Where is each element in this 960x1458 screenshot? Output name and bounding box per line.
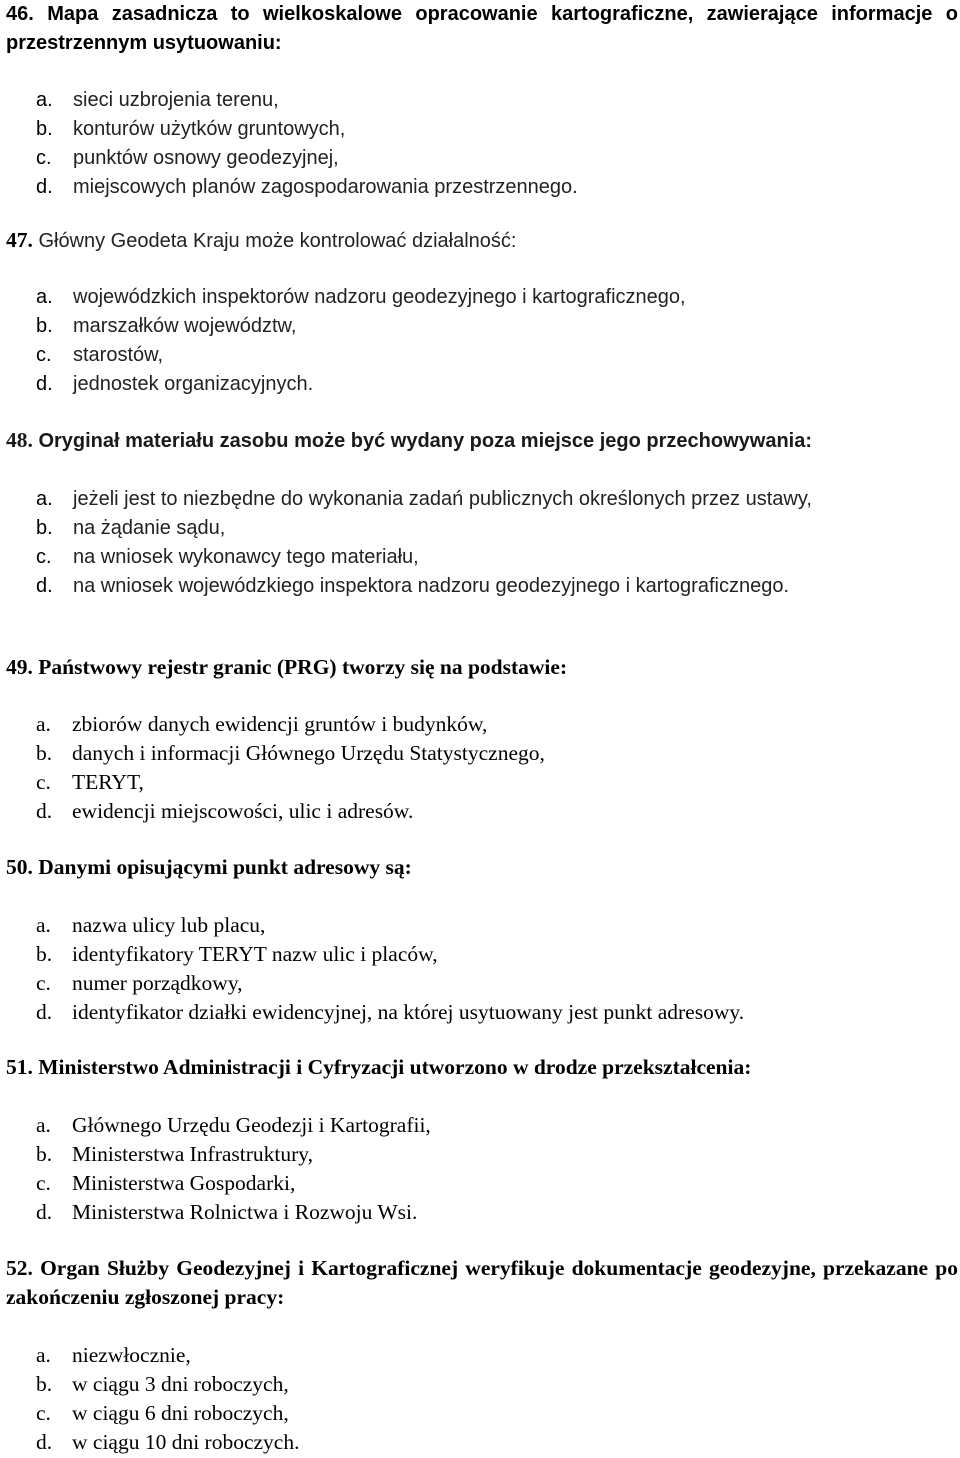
- option-d: [36, 572, 936, 601]
- option-text: marszałków województw,: [73, 315, 297, 337]
- question-51-options: [36, 1111, 936, 1227]
- question-text: Mapa zasadnicza to wielkoskalowe opracowanie kartograficzne, zawierające informacje o przestrzennym usytuowaniu:: [6, 3, 958, 54]
- option-text: na wniosek wykonawcy tego materiału,: [73, 546, 419, 568]
- option-letter: a.: [36, 488, 53, 510]
- option-text: jeżeli jest to niezbędne do wykonania zadań publicznych określonych przez ustawy,: [73, 488, 812, 510]
- option-letter: d.: [36, 799, 53, 823]
- option-b: [36, 739, 936, 768]
- option-letter: a.: [36, 1343, 51, 1367]
- option-text: zbiorów danych ewidencji gruntów i budynków,: [72, 712, 488, 736]
- option-letter: c.: [36, 971, 51, 995]
- question-number: 47.: [6, 228, 33, 252]
- question-46-options: [36, 86, 936, 202]
- option-d: [36, 797, 936, 826]
- question-47-options: [36, 283, 936, 399]
- option-b: [36, 1140, 936, 1169]
- option-text: Ministerstwa Gospodarki,: [72, 1171, 296, 1195]
- option-text: nazwa ulicy lub placu,: [72, 913, 266, 937]
- option-text: danych i informacji Głównego Urzędu Statystycznego,: [72, 741, 545, 765]
- option-text: niezwłocznie,: [72, 1343, 191, 1367]
- option-letter: b.: [36, 517, 53, 539]
- option-text: numer porządkowy,: [72, 971, 243, 995]
- question-52-options: [36, 1341, 936, 1457]
- question-number: 46.: [6, 3, 34, 25]
- option-b: [36, 1370, 936, 1399]
- question-text: Organ Służby Geodezyjnej i Kartograficznej weryfikuje dokumentacje geodezyjne, przekazane po zakończeniu zgłoszonej pracy:: [6, 1256, 958, 1309]
- option-letter: d.: [36, 1200, 53, 1224]
- question-text: Danymi opisującymi punkt adresowy są:: [38, 855, 412, 879]
- option-a: [36, 86, 936, 115]
- option-text: na wniosek wojewódzkiego inspektora nadzoru geodezyjnego i kartograficznego.: [73, 575, 789, 597]
- option-text: w ciągu 3 dni roboczych,: [72, 1372, 289, 1396]
- option-letter: b.: [36, 1372, 53, 1396]
- option-letter: c.: [36, 344, 52, 366]
- option-letter: a.: [36, 712, 51, 736]
- question-47-heading: [6, 226, 958, 256]
- question-text: Państwowy rejestr granic (PRG) tworzy się na podstawie:: [38, 655, 568, 679]
- question-text: Ministerstwo Administracji i Cyfryzacji utworzono w drodze przekształcenia:: [38, 1055, 752, 1079]
- question-48-heading: [6, 426, 958, 456]
- option-b: [36, 940, 936, 969]
- option-b: [36, 514, 936, 543]
- question-52-heading: [6, 1254, 958, 1312]
- option-letter: b.: [36, 1142, 53, 1166]
- option-a: [36, 911, 936, 940]
- option-text: w ciągu 6 dni roboczych,: [72, 1401, 289, 1425]
- question-48-options: [36, 485, 936, 601]
- option-letter: d.: [36, 176, 53, 198]
- option-c: [36, 969, 936, 998]
- option-text: na żądanie sądu,: [73, 517, 226, 539]
- option-letter: a.: [36, 89, 53, 111]
- option-letter: d.: [36, 1430, 53, 1454]
- question-number: 51.: [6, 1055, 33, 1079]
- question-number: 50.: [6, 855, 33, 879]
- option-a: [36, 283, 936, 312]
- option-c: [36, 543, 936, 572]
- option-text: identyfikator działki ewidencyjnej, na której usytuowany jest punkt adresowy.: [72, 1000, 745, 1024]
- option-letter: b.: [36, 942, 53, 966]
- option-letter: c.: [36, 147, 52, 169]
- option-letter: b.: [36, 315, 53, 337]
- option-letter: d.: [36, 1000, 53, 1024]
- option-d: [36, 1428, 936, 1457]
- option-letter: c.: [36, 1401, 51, 1425]
- option-text: punktów osnowy geodezyjnej,: [73, 147, 339, 169]
- option-c: [36, 1169, 936, 1198]
- option-text: Ministerstwa Rolnictwa i Rozwoju Wsi.: [72, 1200, 418, 1224]
- option-text: Głównego Urzędu Geodezji i Kartografii,: [72, 1113, 431, 1137]
- question-text: Główny Geodeta Kraju może kontrolować działalność:: [38, 230, 517, 252]
- option-d: [36, 370, 936, 399]
- question-50-options: [36, 911, 936, 1027]
- option-c: [36, 1399, 936, 1428]
- option-letter: d.: [36, 373, 53, 395]
- option-c: [36, 144, 936, 173]
- option-d: [36, 998, 936, 1027]
- option-text: w ciągu 10 dni roboczych.: [72, 1430, 300, 1454]
- option-a: [36, 485, 936, 514]
- option-text: starostów,: [73, 344, 164, 366]
- option-letter: b.: [36, 741, 53, 765]
- question-49-heading: [6, 653, 958, 682]
- option-letter: c.: [36, 770, 51, 794]
- option-text: jednostek organizacyjnych.: [73, 373, 314, 395]
- option-text: konturów użytków gruntowych,: [73, 118, 346, 140]
- option-c: [36, 768, 936, 797]
- option-text: wojewódzkich inspektorów nadzoru geodezyjnego i kartograficznego,: [73, 286, 686, 308]
- option-text: TERYT,: [72, 770, 144, 794]
- option-d: [36, 173, 936, 202]
- option-d: [36, 1198, 936, 1227]
- option-c: [36, 341, 936, 370]
- question-46-heading: [6, 0, 958, 58]
- option-text: miejscowych planów zagospodarowania przestrzennego.: [73, 176, 578, 198]
- option-b: [36, 115, 936, 144]
- question-text: Oryginał materiału zasobu może być wydany poza miejsce jego przechowywania:: [38, 430, 813, 452]
- option-text: identyfikatory TERYT nazw ulic i placów,: [72, 942, 438, 966]
- option-letter: c.: [36, 1171, 51, 1195]
- option-a: [36, 1111, 936, 1140]
- option-letter: d.: [36, 575, 53, 597]
- option-letter: a.: [36, 1113, 51, 1137]
- option-letter: a.: [36, 913, 51, 937]
- option-a: [36, 710, 936, 739]
- question-number: 49.: [6, 655, 33, 679]
- option-text: sieci uzbrojenia terenu,: [73, 89, 279, 111]
- option-letter: c.: [36, 546, 52, 568]
- question-49-options: [36, 710, 936, 826]
- option-text: Ministerstwa Infrastruktury,: [72, 1142, 314, 1166]
- option-letter: b.: [36, 118, 53, 140]
- question-50-heading: [6, 853, 958, 882]
- option-text: ewidencji miejscowości, ulic i adresów.: [72, 799, 414, 823]
- question-number: 52.: [6, 1256, 33, 1280]
- question-number: 48.: [6, 428, 33, 452]
- option-a: [36, 1341, 936, 1370]
- question-51-heading: [6, 1053, 958, 1082]
- option-letter: a.: [36, 286, 53, 308]
- option-b: [36, 312, 936, 341]
